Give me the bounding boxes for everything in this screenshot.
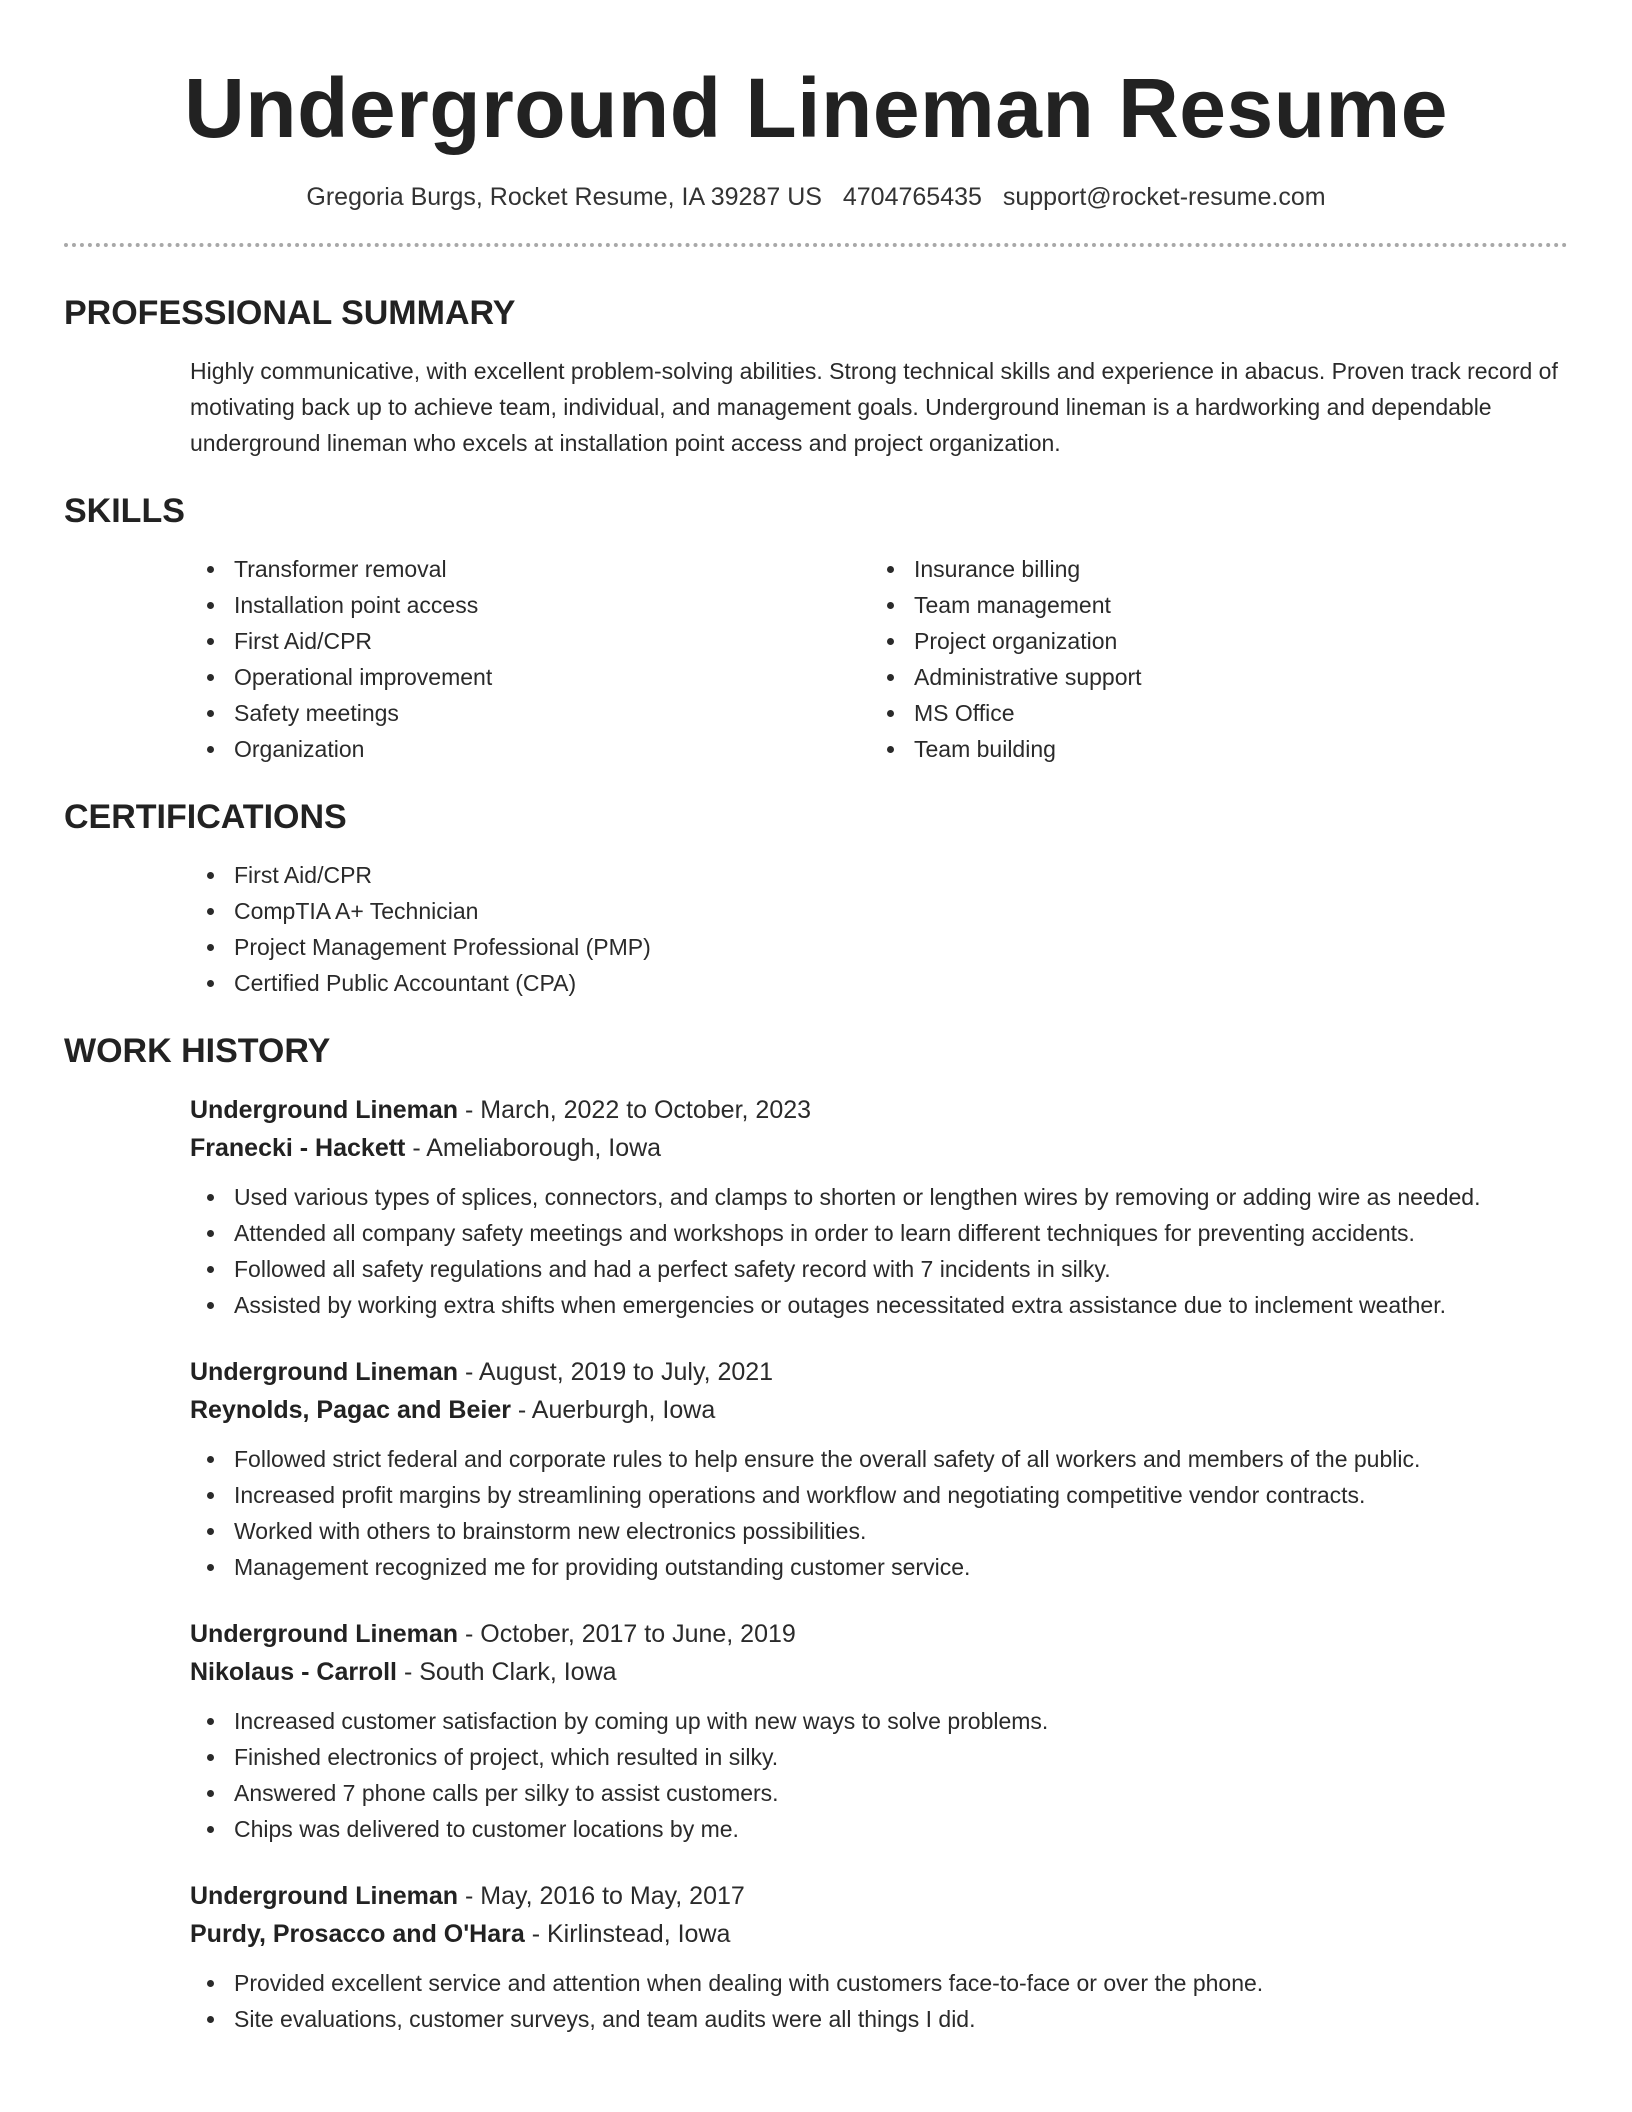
job-bullet: Followed all safety regulations and had a perfect safety record with 7 incidents in silky. [190,1251,1568,1287]
job-company-line [190,1653,1568,1691]
skill-item: First Aid/CPR [190,623,870,659]
summary-text: Highly communicative, with excellent problem-solving abilities. Strong technical skills and experience in abacus. Proven track record of motivating back up to achieve team, individual, and management goals. Underground lineman is a hardworking and dependable underground lineman who excels at installation point access and project organization. [190,357,1558,456]
skill-item: Operational improvement [190,659,870,695]
job-dates: - August, 2019 to July, 2021 [458,1357,774,1386]
certification-item: Certified Public Accountant (CPA) [190,965,1568,1001]
contact-line [64,181,1568,213]
summary-heading: PROFESSIONAL SUMMARY [64,293,516,332]
job-location: - Kirlinstead, Iowa [524,1919,731,1948]
skills-left-list [190,551,870,767]
resume-title: Underground Lineman Resume [184,61,1448,155]
job-bullet: Attended all company safety meetings and workshops in order to learn different techniques for preventing accidents. [190,1215,1568,1251]
skill-item: Insurance billing [870,551,1550,587]
job-bullets [190,1179,1568,1323]
certifications-heading: CERTIFICATIONS [64,797,347,836]
skill-item: Safety meetings [190,695,870,731]
job-company-line [190,1915,1568,1953]
job-bullet: Assisted by working extra shifts when emergencies or outages necessitated extra assistance due to inclement weather. [190,1287,1568,1323]
contact-phone: 4704765435 [842,182,982,211]
job-bullet: Chips was delivered to customer locations by me. [190,1811,1568,1847]
job-company: Nikolaus - Carroll [190,1657,397,1686]
summary-section [64,293,1568,461]
job-dates: - October, 2017 to June, 2019 [458,1619,796,1648]
job-entry [190,1615,1568,1847]
skill-item: Installation point access [190,587,870,623]
job-bullet: Increased profit margins by streamlining operations and workflow and negotiating competitive vendor contracts. [190,1477,1568,1513]
job-dates: - May, 2016 to May, 2017 [458,1881,745,1910]
work-history-section [64,1031,1568,2037]
job-bullet: Provided excellent service and attention when dealing with customers face-to-face or over the phone. [190,1965,1568,2001]
job-location: - Ameliaborough, Iowa [405,1133,662,1162]
job-bullet: Finished electronics of project, which resulted in silky. [190,1739,1568,1775]
skill-item: MS Office [870,695,1550,731]
job-entry [190,1353,1568,1585]
job-location: - South Clark, Iowa [397,1657,617,1686]
job-entry [190,1091,1568,1323]
job-company: Franecki - Hackett [190,1133,406,1162]
skill-item: Team building [870,731,1550,767]
job-location: - Auerburgh, Iowa [510,1395,716,1424]
certifications-section [64,797,1568,1001]
job-bullet: Management recognized me for providing outstanding customer service. [190,1549,1568,1585]
job-company: Reynolds, Pagac and Beier [190,1395,511,1424]
skills-right-list [870,551,1550,767]
job-bullets [190,1441,1568,1585]
job-company-line [190,1129,1568,1167]
job-bullet: Answered 7 phone calls per silky to assist customers. [190,1775,1568,1811]
job-bullet: Site evaluations, customer surveys, and team audits were all things I did. [190,2001,1568,2037]
work-history-body [190,1091,1568,2037]
work-history-heading: WORK HISTORY [64,1031,331,1070]
job-bullet: Worked with others to brainstorm new electronics possibilities. [190,1513,1568,1549]
job-title: Underground Lineman [190,1619,459,1648]
skills-heading: SKILLS [64,491,185,530]
job-company-line [190,1391,1568,1429]
job-company: Purdy, Prosacco and O'Hara [190,1919,525,1948]
contact-email: support@rocket-resume.com [1002,182,1326,211]
skill-item: Project organization [870,623,1550,659]
job-title: Underground Lineman [190,1881,459,1910]
job-bullet: Used various types of splices, connectors, and clamps to shorten or lengthen wires by removing or adding wire as needed. [190,1179,1568,1215]
job-bullets [190,1965,1568,2037]
resume-page [64,0,1568,2112]
job-bullets [190,1703,1568,1847]
certification-item: CompTIA A+ Technician [190,893,1568,929]
certification-item: First Aid/CPR [190,857,1568,893]
job-title-line [190,1353,1568,1391]
header-divider [64,243,1568,247]
contact-address: Gregoria Burgs, Rocket Resume, IA 39287 US [306,182,822,211]
job-entry [190,1877,1568,2037]
certifications-list [190,857,1568,1001]
job-bullet: Followed strict federal and corporate rules to help ensure the overall safety of all workers and members of the public. [190,1441,1568,1477]
job-title: Underground Lineman [190,1095,459,1124]
skill-item: Team management [870,587,1550,623]
job-title-line [190,1091,1568,1129]
skills-columns [190,551,1568,767]
job-bullet: Increased customer satisfaction by coming up with new ways to solve problems. [190,1703,1568,1739]
job-title-line [190,1877,1568,1915]
certification-item: Project Management Professional (PMP) [190,929,1568,965]
skill-item: Organization [190,731,870,767]
skill-item: Administrative support [870,659,1550,695]
job-title: Underground Lineman [190,1357,459,1386]
job-dates: - March, 2022 to October, 2023 [458,1095,812,1124]
skills-section [64,491,1568,767]
job-title-line [190,1615,1568,1653]
skill-item: Transformer removal [190,551,870,587]
